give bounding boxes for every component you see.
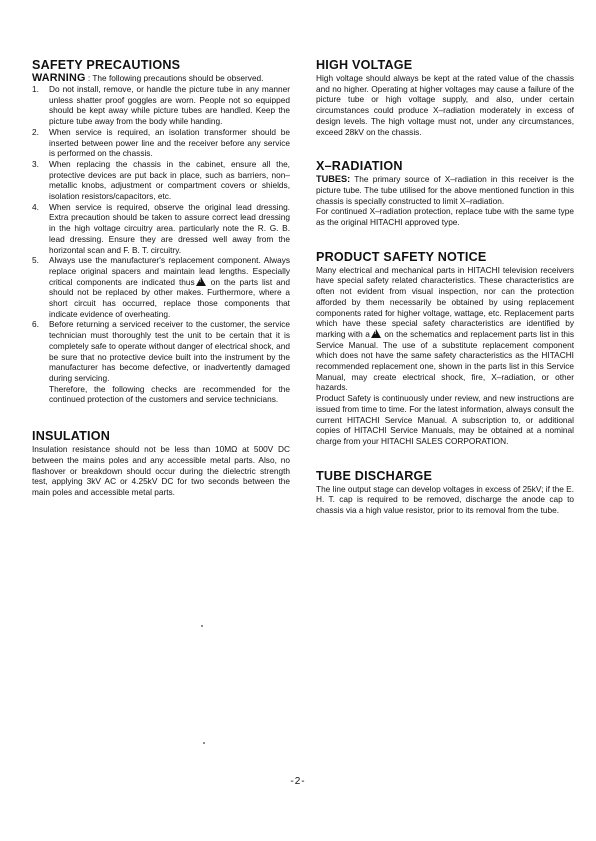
- tube-discharge-text: The line output stage can develop voltages in excess of 25kV; if the E. H. T. cap is required to be removed, discharge the anode cap to chassis via a high value resistor, prior to its removal from the tube.: [316, 483, 574, 516]
- x-radiation-text-2: For continued X–radiation protection, replace tube with the same type as the original HITACHI approved type.: [316, 206, 574, 228]
- safety-precautions-heading: SAFETY PRECAUTIONS: [32, 58, 181, 72]
- scan-speck: [203, 742, 205, 744]
- list-item: [32, 319, 290, 383]
- product-safety-text: [316, 265, 574, 393]
- warning-triangle-icon: [371, 329, 381, 338]
- item-text: When replacing the chassis in the cabinet, ensure all the, protective devices are put back in place, such as barriers, non–metallic knobs, adjustment or compartment covers or shields, isolation resistors/capacitors, etc.: [49, 158, 290, 202]
- x-radiation-text: [316, 174, 574, 206]
- item-text: When service is required, an isolation transformer should be inserted between power line and the receiver before any service is performed on the chassis.: [49, 126, 290, 159]
- product-safety-text-2: Product Safety is continuously under review, and new instructions are issued from time to time. For the latest information, always consult the current HITACHI Service Manual. A subscription to, or additional copies of HITACHI Service Manuals, may be obtained at a nominal charge from your HITACHI SALES CORPORATION.: [316, 393, 574, 446]
- item-number: 3.: [32, 158, 39, 169]
- list-item: [32, 159, 290, 202]
- item-number: 6.: [32, 319, 39, 330]
- insulation-heading: INSULATION: [32, 429, 111, 444]
- warning-triangle-icon: [196, 277, 206, 286]
- item-text: Before returning a serviced receiver to the customer, the service technician must thoroughly test the unit to be certain that it is completely safe to operate without danger of electrical shock, and be sure that no protective device built into the instrument by the manufacturer has become defective, or inadvertently damaged during servicing.: [49, 319, 290, 383]
- item-text: Always use the manufacturer's replacement component. Always replace original spacers and maintain lead lengths. Especially critical components are indicated thus: [49, 255, 290, 287]
- item-number: 2.: [32, 126, 39, 137]
- product-safety-heading: PRODUCT SAFETY NOTICE: [316, 249, 487, 264]
- left-column: [32, 58, 290, 498]
- tubes-label: TUBES:: [316, 174, 351, 185]
- item-number: 5.: [32, 255, 39, 266]
- high-voltage-text: High voltage should always be kept at the rated value of the chassis and no higher. Operating at higher voltages may cause a failure of the picture tube or high voltage supply, and also, under certain circumstances could produce X–radiation moderately in excess of design levels. The high voltage must not, under any circumstances, exceed 28kV on the chassis.: [316, 73, 574, 137]
- product-safety-body-a: Many electrical and mechanical parts in HITACHI television receivers have special safety related characteristics. These characteristics are often not evident from visual inspection, nor can the protection afforded by them necessarily be obtained by using replacement components rated for higher voltage, wattage, etc. Replacement parts which have these special safety characteristics are identified by marking with a: [316, 264, 574, 339]
- high-voltage-heading: HIGH VOLTAGE: [316, 58, 413, 72]
- x-radiation-heading: X–RADIATION: [316, 159, 403, 174]
- item-text: When service is required, observe the original lead dressing. Extra precaution should be taken to assure correct lead dressing in the high voltage circuitry area. particularly note the R. G. B. lead dressing. Ensure they are dressed well away from the horizontal scan and F. B. T. circuitry.: [49, 201, 290, 255]
- list-item: [32, 84, 290, 127]
- x-radiation-body: The primary source of X–radiation in this receiver is the picture tube. The tube utilised for the above mentioned function in this chassis is specially constructed to limit X–radiation.: [316, 174, 574, 206]
- insulation-text: Insulation resistance should not be less than 10MΩ at 500V DC between the mains poles and any accessible metal parts. Also, no flashover or breakdown should occur during the dielectric strength test, applying 3kV AC or 4.25kV DC for two seconds between the main poles and accessible metal parts.: [32, 444, 290, 497]
- list-item: [32, 127, 290, 159]
- item-number: 4.: [32, 201, 39, 212]
- warning-line: [32, 73, 290, 84]
- precautions-list: [32, 84, 290, 384]
- item-number: 1.: [32, 84, 39, 94]
- list-item: [32, 202, 290, 256]
- warning-label: WARNING: [32, 72, 86, 84]
- right-column: [316, 58, 574, 516]
- warning-text: : The following precautions should be observed.: [85, 73, 264, 83]
- page-number: -2-: [290, 776, 306, 787]
- list-item: [32, 255, 290, 319]
- item-text: Do not install, remove, or handle the picture tube in any manner unless shatter proof goggles are worn. People not so equipped should be kept away while picture tubes are handled. Keep the picture tube away from the body while handing.: [49, 84, 290, 127]
- scan-speck: [201, 625, 203, 627]
- item-text: on the parts list and should not be replaced by other makes. Furthermore, where a short circuit has occurred, replace those components that indicate evidence of overheating.: [49, 276, 290, 319]
- tube-discharge-heading: TUBE DISCHARGE: [316, 468, 433, 483]
- product-safety-body-b: on the schematics and replacement parts list in this Service Manual. The use of a substitute replacement component which does not have the same safety characteristics as the HITACHI recommended replacement one, shown in the parts list in this Service Manual, may create electrical shock, fire, X–radiation, or other hazards.: [316, 328, 574, 393]
- closing-note: Therefore, the following checks are recommended for the continued protection of the customers and service technicians.: [49, 383, 290, 405]
